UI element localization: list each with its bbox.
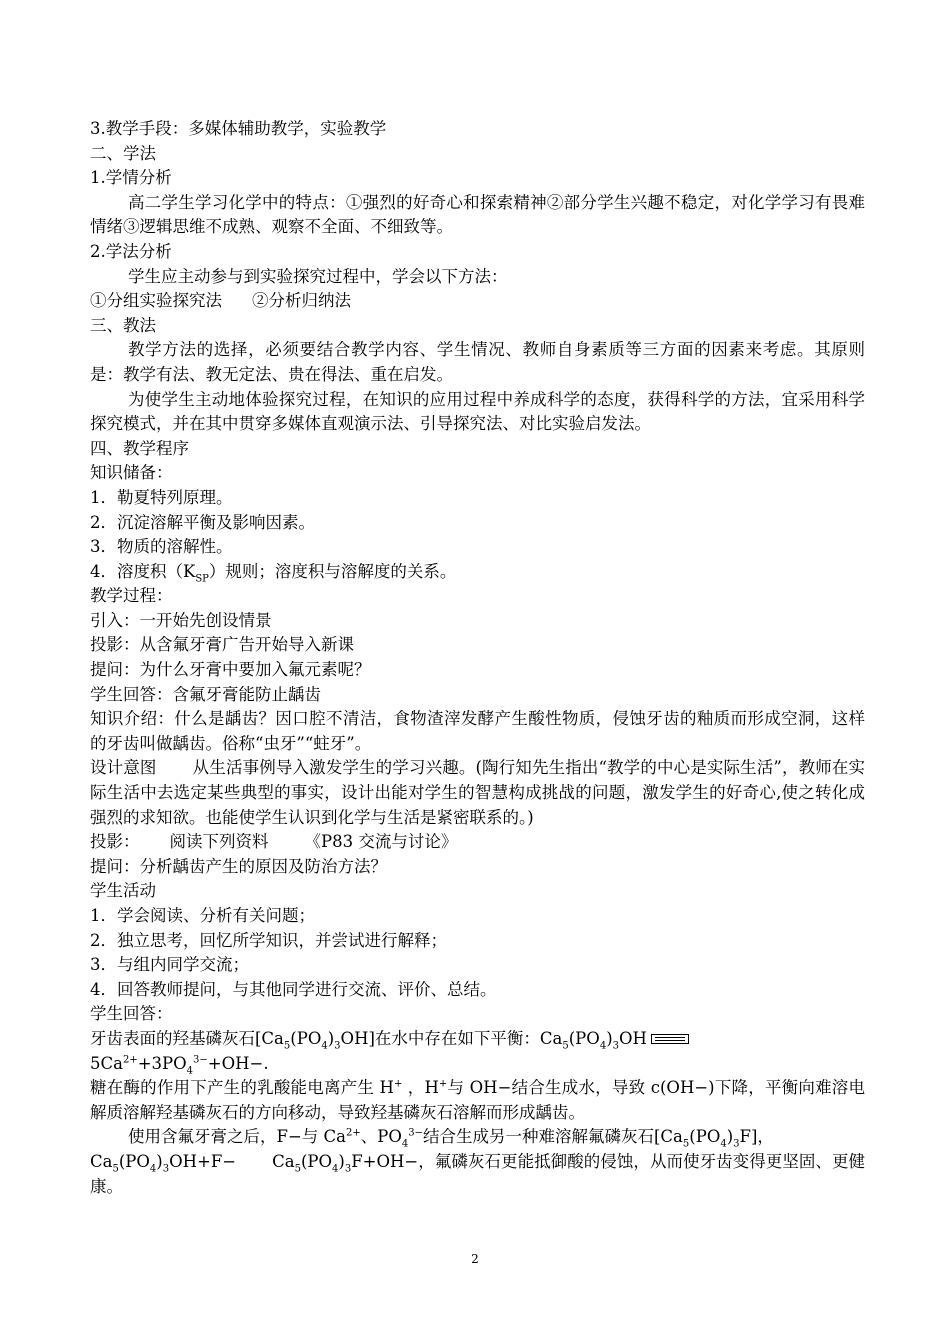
method-item: ②分析归纳法 (252, 291, 351, 311)
text-span: 与 OH−结合生成水，导致 c(OH−)下降，平衡向难溶电解质溶解羟基磷灰石的方向移动，导致羟基磷灰石溶解而形成龋齿。 (90, 1078, 866, 1122)
document-body (90, 117, 865, 1199)
text-line: 提问：分析龋齿产生的原因及防治方法？ (90, 856, 387, 876)
subscript: 3 (344, 1163, 352, 1175)
section-heading: 三、教法 (90, 315, 156, 335)
subscript: 5 (283, 1040, 291, 1052)
text-line: 引入：一开始先创设情景 (90, 610, 272, 630)
text-line (90, 830, 865, 855)
text-span: 阅读下列资料 (169, 832, 269, 852)
text-span: 5Ca (90, 1053, 123, 1073)
subscript: 4 (149, 1163, 157, 1175)
paragraph: 为使学生主动地体验探究过程，在知识的应用过程中养成科学的态度，获得科学的方法，宜采用科学探究模式，并在其中贯穿多媒体直观演示法、引导探究法、对比实验启发法。 (90, 389, 865, 434)
superscript: 3− (193, 1054, 208, 1066)
superscript: 3− (408, 1127, 423, 1139)
text-line (90, 1125, 865, 1150)
paragraph: 教学方法的选择，必须要结合教学内容、学生情况、教师自身素质等三方面的因素来考虑。其原则是：教学有法、教无定法、贵在得法、重在启发。 (90, 340, 865, 384)
text-span: 投影： (90, 832, 140, 852)
subscript: 4 (401, 1138, 409, 1150)
text-span: +3PO (137, 1053, 187, 1073)
text-span: (PO (568, 1028, 600, 1048)
text-span: F]， (739, 1127, 774, 1147)
subsection-heading: 1.学情分析 (90, 168, 172, 188)
subsection-heading: 2.学法分析 (90, 241, 172, 261)
subscript: 3 (612, 1040, 620, 1052)
text-line: 教学过程： (90, 586, 173, 606)
section-heading: 四、教学程序 (90, 438, 189, 458)
text-line: 知识储备： (90, 463, 173, 483)
text-span: 、PO (360, 1127, 402, 1147)
text-line: 学生应主动参与到实验探究过程中，学会以下方法： (128, 266, 508, 286)
subscript: 4 (332, 1163, 339, 1175)
method-list (90, 289, 865, 314)
subscript: 5 (562, 1040, 569, 1052)
text-span: (PO (689, 1127, 721, 1147)
text-span: 牙齿表面的羟基磷灰石[Ca (90, 1028, 284, 1048)
subscript: 3 (162, 1163, 170, 1175)
text-span: ) (338, 1151, 345, 1171)
paragraph: 知识介绍：什么是龋齿？因口腔不清洁，食物渣滓发酵产生酸性物质，侵蚀牙齿的釉质而形成空洞，这样的牙齿叫做龋齿。俗称“虫牙”“蛀牙”。 (90, 709, 865, 753)
text-span: ) (726, 1127, 734, 1147)
list-item: 1．学会阅读、分析有关问题； (90, 906, 315, 925)
text-span: (PO (290, 1028, 322, 1048)
text-span: 设计意图 (90, 758, 157, 778)
superscript: + (393, 1078, 403, 1090)
list-item: 4．回答教师提问，与其他同学进行交流、评价、总结。 (90, 979, 497, 999)
text-span: (PO (118, 1151, 150, 1171)
subscript: 3 (733, 1138, 740, 1150)
list-item: 3．物质的溶解性。 (90, 537, 233, 557)
text-span: ) (606, 1028, 613, 1048)
list-item: 3．与组内同学交流； (90, 955, 249, 975)
subscript: 4 (321, 1040, 328, 1052)
text-span: OH]在水中存在如下平衡：Ca (340, 1028, 563, 1048)
list-item (90, 560, 865, 585)
text-span: 《P83 交流与讨论》 (304, 832, 458, 852)
superscript: + (438, 1078, 448, 1090)
subscript: 4 (186, 1064, 194, 1076)
page-number: 2 (471, 1252, 479, 1266)
text-span: 从生活事例导入激发学生的学习兴趣。(陶行知先生指出“教学的中心是实际生活”，教师在实际生活中去选定某些典型的事实，设计出能对学生的智慧构成挑战的问题，激发学生的好奇心,使之转化成强烈的求知欲。也能使学生认识到化学与生活是紧密联系的。) (90, 758, 866, 827)
text-span: +OH−. (207, 1053, 269, 1073)
subscript: 5 (682, 1138, 690, 1150)
text-line: 3.教学手段：多媒体辅助教学，实验教学 (90, 119, 387, 138)
equilibrium-arrow-icon (651, 1034, 689, 1044)
text-line: 投影：从含氟牙膏广告开始导入新课 (90, 635, 354, 655)
paragraph (90, 756, 865, 830)
text-span: Ca (272, 1151, 295, 1171)
text-line: 学生活动 (90, 881, 156, 901)
method-item: ①分组实验探究法 (90, 291, 222, 311)
subscript: SP (195, 572, 209, 584)
text-span: 4．溶度积（K (90, 561, 196, 581)
subscript: 4 (720, 1138, 727, 1150)
text-span: OH+F− (169, 1151, 237, 1171)
text-span: ) (156, 1151, 163, 1171)
subscript: 5 (112, 1163, 119, 1175)
list-item: 1．勒夏特列原理。 (90, 487, 233, 507)
superscript: 2+ (122, 1054, 138, 1066)
subscript: 3 (334, 1040, 341, 1052)
text-span: ) (327, 1028, 335, 1048)
text-line: 学生回答： (90, 1004, 173, 1024)
superscript: 2+ (345, 1127, 361, 1139)
text-span: ）规则；溶度积与溶解度的关系。 (208, 561, 457, 581)
text-span: F+OH−，氟磷灰石更能抵御酸的侵蚀，从而使牙齿变得更坚固、更健康。 (90, 1151, 865, 1196)
equation-line (90, 1052, 865, 1077)
paragraph: 高二学生学习化学中的特点：①强烈的好奇心和探索精神②部分学生兴趣不稳定，对化学学习有畏难情绪③逻辑思维不成熟、观察不全面、不细致等。 (90, 192, 865, 237)
subscript: 4 (599, 1040, 607, 1052)
text-span: 糖在酶的作用下产生的乳酸能电离产生 H (90, 1078, 394, 1098)
subscript: 5 (294, 1163, 301, 1175)
paragraph (90, 1076, 865, 1125)
text-span: Ca (90, 1151, 113, 1171)
text-line: 提问：为什么牙膏中要加入氟元素呢？ (90, 660, 371, 680)
list-item: 2．独立思考，回忆所学知识，并尝试进行解释； (90, 930, 447, 950)
equation-line (90, 1027, 865, 1052)
section-heading: 二、学法 (90, 143, 156, 163)
text-line: 学生回答：含氟牙膏能防止龋齿 (90, 684, 321, 704)
text-span: OH (619, 1028, 647, 1048)
paragraph (90, 1150, 865, 1199)
text-span: ，H (402, 1078, 439, 1098)
text-span: 使用含氟牙膏之后，F−与 Ca (128, 1127, 346, 1147)
list-item: 2．沉淀溶解平衡及影响因素。 (90, 512, 315, 532)
text-span: (PO (300, 1151, 333, 1171)
text-span: 结合生成另一种难溶解氟磷灰石[Ca (423, 1127, 683, 1147)
